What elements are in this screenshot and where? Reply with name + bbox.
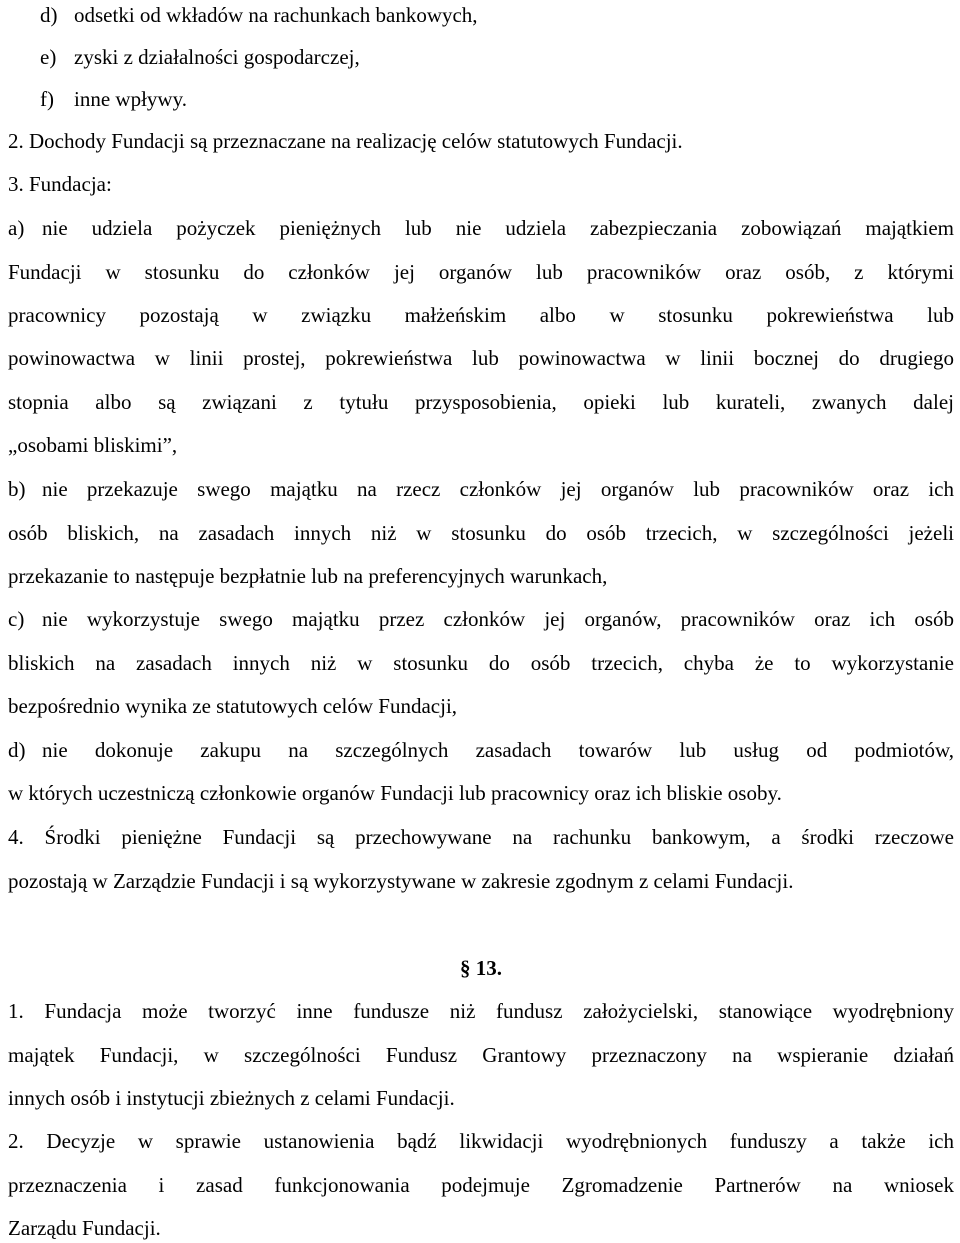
paragraph-3b-line-2: osób bliskich, na zasadach innych niż w stosunku do osób trzecich, w szczególności jeżeli [8, 521, 954, 545]
paragraph-3c-line-1 [8, 604, 954, 634]
list-item-f [40, 84, 954, 114]
section-heading [8, 953, 954, 983]
list-label: c) [8, 607, 25, 631]
paragraph-3b-line-1 [8, 474, 954, 504]
section-13-paragraph-2-line-2: przeznaczenia i zasad funkcjonowania podejmuje Zgromadzenie Partnerów na wniosek [8, 1173, 954, 1197]
list-text: odsetki od wkładów na rachunkach bankowych, [74, 3, 478, 27]
list-item-d [40, 0, 954, 30]
section-13-paragraph-2-line-1: 2. Decyzje w sprawie ustanowienia bądź likwidacji wyodrębnionych funduszy a także ich [8, 1129, 954, 1153]
paragraph-3a-line-6: „osobami bliskimi”, [8, 433, 178, 457]
paragraph-4-line-1: 4. Środki pieniężne Fundacji są przechowywane na rachunku bankowym, a środki rzeczowe [8, 825, 954, 849]
paragraph-2: 2. Dochody Fundacji są przeznaczane na realizację celów statutowych Fundacji. [8, 129, 683, 153]
list-label: f) [40, 87, 54, 111]
list-label: d) [8, 738, 26, 762]
list-label: a) [8, 216, 25, 240]
list-label: e) [40, 45, 57, 69]
section-13-paragraph-1-line-2: majątek Fundacji, w szczególności Fundusz Grantowy przeznaczony na wspieranie działań [8, 1043, 954, 1067]
paragraph-4-line-2: pozostają w Zarządzie Fundacji i są wykorzystywane w zakresie zgodnym z celami Fundacji. [8, 869, 794, 893]
list-text: inne wpływy. [74, 87, 187, 111]
paragraph-3b-line-3: przekazanie to następuje bezpłatnie lub na preferencyjnych warunkach, [8, 564, 608, 588]
paragraph-3a-line-2: Fundacji w stosunku do członków jej organów lub pracowników oraz osób, z którymi [8, 260, 954, 284]
section-13-paragraph-1-line-1: 1. Fundacja może tworzyć inne fundusze niż fundusz założycielski, stanowiące wyodrębniony [8, 999, 954, 1023]
line-text: nie dokonuje zakupu na szczególnych zasadach towarów lub usług od podmiotów, [42, 738, 954, 762]
line-text: nie wykorzystuje swego majątku przez członków jej organów, pracowników oraz ich osób [42, 607, 954, 631]
paragraph-3a-line-3: pracownicy pozostają w związku małżeńskim albo w stosunku pokrewieństwa lub [8, 303, 954, 327]
paragraph-3-heading: 3. Fundacja: [8, 172, 112, 196]
paragraph-3d-line-2: w których uczestniczą członkowie organów Fundacji lub pracownicy oraz ich bliskie osoby. [8, 781, 782, 805]
paragraph-3c-line-3: bezpośrednio wynika ze statutowych celów Fundacji, [8, 694, 458, 718]
list-label: b) [8, 477, 26, 501]
paragraph-3a-line-1 [8, 213, 954, 243]
paragraph-3d-line-1 [8, 735, 954, 765]
section-number: 13. [475, 956, 502, 980]
list-item-e [40, 42, 954, 72]
list-text: zyski z działalności gospodarczej, [74, 45, 360, 69]
line-text: nie udziela pożyczek pieniężnych lub nie udziela zabezpieczania zobowiązań majątkiem [42, 216, 954, 240]
section-13-paragraph-1-line-3: innych osób i instytucji zbieżnych z celami Fundacji. [8, 1086, 455, 1110]
line-text: nie przekazuje swego majątku na rzecz członków jej organów lub pracowników oraz ich [42, 477, 954, 501]
paragraph-3a-line-4: powinowactwa w linii prostej, pokrewieństwa lub powinowactwa w linii bocznej do drugiego [8, 346, 954, 370]
section-symbol: § [460, 956, 471, 980]
paragraph-3c-line-2: bliskich na zasadach innych niż w stosunku do osób trzecich, chyba że to wykorzystanie [8, 651, 954, 675]
list-label: d) [40, 3, 58, 27]
paragraph-3a-line-5: stopnia albo są związani z tytułu przysposobienia, opieki lub kurateli, zwanych dalej [8, 390, 954, 414]
section-13-paragraph-2-line-3: Zarządu Fundacji. [8, 1216, 161, 1240]
